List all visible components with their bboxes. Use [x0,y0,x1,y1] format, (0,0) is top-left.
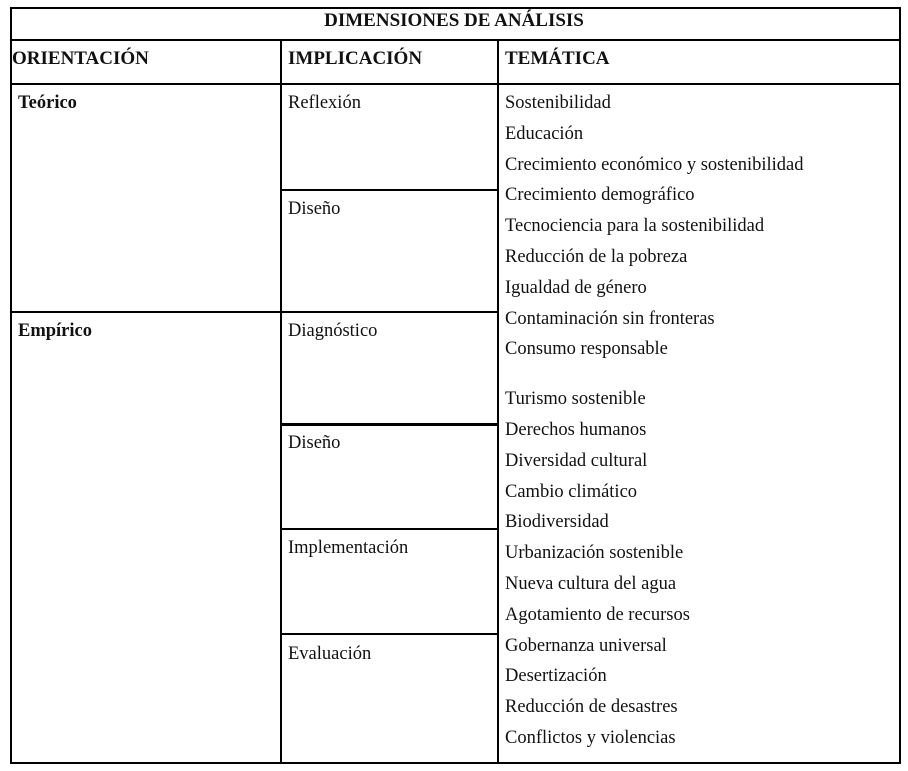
theme-item: Sostenibilidad [505,93,611,113]
theme-item: Desertización [505,666,607,687]
theme-item: Conflictos y violencias [505,727,676,748]
header-implication: IMPLICACIÓN [288,48,423,69]
implication-diseno: Diseño [288,199,341,219]
theme-item: Tecnociencia para la sostenibilidad [505,216,765,237]
implication-evaluacion: Evaluación [288,644,372,664]
theme-item: Nueva cultura del agua [505,573,677,594]
theme-item: Gobernanza universal [505,635,667,656]
orientation-empirico: Empírico [18,321,92,341]
theme-item: Contaminación sin fronteras [505,308,715,329]
theme-item: Reducción de desastres [505,697,678,718]
theme-item: Turismo sostenible [505,389,646,410]
header-theme: TEMÁTICA [505,48,610,69]
border-left [10,7,12,764]
theme-item: Urbanización sostenible [505,543,684,564]
col-divider-1 [280,39,282,764]
col-divider-2 [497,39,499,764]
theme-item: Cambio climático [505,481,638,502]
row-divider [280,633,499,635]
implication-reflexion: Reflexión [288,93,361,113]
header-divider [10,83,901,85]
theme-item: Biodiversidad [505,512,609,533]
theme-item: Reducción de la pobreza [505,246,688,267]
title-divider [10,39,901,41]
row-divider [280,189,499,191]
table-title: DIMENSIONES DE ANÁLISIS [324,10,584,31]
header-orientation: ORIENTACIÓN [12,48,149,69]
implication-diagnostico: Diagnóstico [288,321,378,341]
row-divider [280,528,499,530]
theme-item: Agotamiento de recursos [505,604,690,625]
implication-diseno: Diseño [288,433,341,453]
theme-item: Diversidad cultural [505,450,648,471]
row-divider [280,423,499,426]
row-divider-empirico [10,311,499,313]
theme-item: Crecimiento económico y sostenibilidad [505,154,804,175]
theme-item: Crecimiento demográfico [505,185,695,206]
theme-item: Educación [505,123,584,144]
theme-item: Consumo responsable [505,339,668,360]
theme-list [505,93,804,759]
theme-item: Igualdad de género [505,277,647,298]
border-top [10,7,901,9]
theme-item: Derechos humanos [505,419,647,440]
border-bottom [10,762,901,764]
border-right [899,7,901,764]
implication-implementacion: Implementación [288,538,409,558]
orientation-teorico: Teórico [18,93,77,113]
